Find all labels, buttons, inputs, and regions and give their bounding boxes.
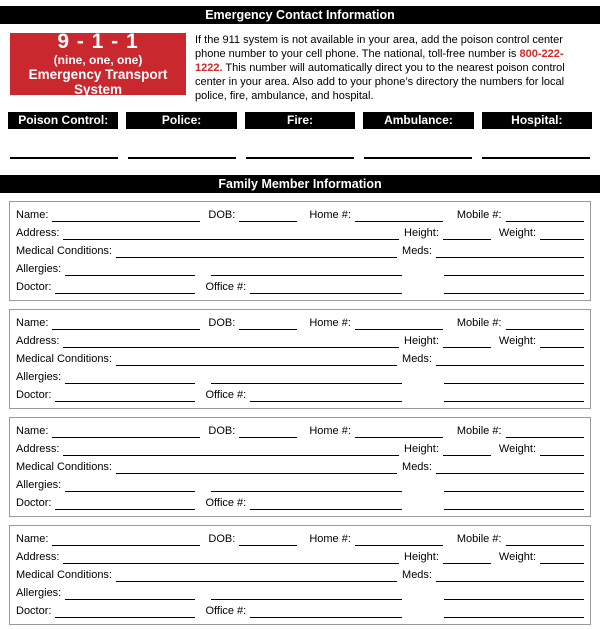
home-phone-blank-line [355,536,443,546]
contact-labels-row [8,112,592,129]
weight-blank-line [540,554,584,564]
field-label-dob: DOB: [208,533,236,545]
instructions-text-before: If the 911 system is not available in your area, add the poison control center phone number to your cell phone. The national, toll-free number is [195,34,563,60]
family-member-box [9,525,591,625]
mobile-phone-blank-line [506,428,584,438]
meds-continuation-line-1 [444,266,584,276]
section-header-family [0,175,600,193]
allergies-continuation-line [211,590,402,600]
field-label-home-phone: Home #: [309,209,351,221]
allergies-blank-line [65,374,195,384]
home-phone-blank-line [355,212,443,222]
field-label-doctor: Doctor: [16,389,52,401]
field-label-office-phone: Office #: [205,389,247,401]
weight-blank-line [540,230,584,240]
contact-label-poison-control: Poison Control: [8,112,118,129]
office-phone-blank-line [250,392,402,402]
member-row-name [16,209,584,222]
member-row-address [16,335,584,348]
weight-blank-line [540,446,584,456]
member-row-address [16,227,584,240]
dob-blank-line [239,428,297,438]
field-label-office-phone: Office #: [205,497,247,509]
field-label-height: Height: [404,335,439,347]
meds-blank-line [436,248,584,258]
field-label-address: Address: [16,335,60,347]
field-label-address: Address: [16,443,60,455]
meds-blank-line [436,356,584,366]
family-member-list [0,201,600,625]
section-header-emergency [0,6,600,24]
field-label-meds: Meds: [402,461,432,473]
member-row-address [16,551,584,564]
allergies-continuation-line [211,266,402,276]
name-blank-line [52,212,200,222]
field-label-name: Name: [16,533,49,545]
field-label-dob: DOB: [208,425,236,437]
field-label-doctor: Doctor: [16,497,52,509]
family-member-box [9,417,591,517]
name-blank-line [52,428,200,438]
height-blank-line [443,230,491,240]
field-label-home-phone: Home #: [309,425,351,437]
contact-blank-line-ambulance [364,157,472,159]
member-row-allergies [16,371,584,384]
meds-continuation-line-2 [444,500,584,510]
field-label-medical-conditions: Medical Conditions: [16,461,112,473]
dob-blank-line [239,536,297,546]
mobile-phone-blank-line [506,212,584,222]
member-row-doctor [16,605,584,618]
dob-blank-line [239,320,297,330]
member-row-name [16,317,584,330]
field-label-mobile-phone: Mobile #: [456,533,502,545]
contact-blank-line-poison-control [10,157,118,159]
meds-blank-line [436,464,584,474]
field-label-meds: Meds: [402,245,432,257]
home-phone-blank-line [355,320,443,330]
field-label-mobile-phone: Mobile #: [456,425,502,437]
address-blank-line [63,230,399,240]
address-blank-line [63,554,399,564]
meds-continuation-line-1 [444,590,584,600]
contact-label-fire: Fire: [245,112,355,129]
member-row-name [16,425,584,438]
member-row-medical [16,245,584,258]
member-row-doctor [16,389,584,402]
emergency-section-title: Emergency Contact Information [205,8,395,22]
allergies-blank-line [65,482,195,492]
member-row-allergies [16,479,584,492]
field-label-medical-conditions: Medical Conditions: [16,353,112,365]
contact-label-hospital: Hospital: [482,112,592,129]
field-label-office-phone: Office #: [205,605,247,617]
emergency-contact-form [0,6,600,625]
field-label-allergies: Allergies: [16,263,62,275]
911-panel [10,30,186,97]
medical-conditions-blank-line [116,464,397,474]
field-label-height: Height: [404,227,439,239]
medical-conditions-blank-line [116,572,397,582]
mobile-phone-blank-line [506,536,584,546]
contact-label-police: Police: [126,112,236,129]
meds-continuation-line-1 [444,482,584,492]
field-label-office-phone: Office #: [205,281,247,293]
field-label-address: Address: [16,551,60,563]
field-label-name: Name: [16,425,49,437]
member-row-medical [16,353,584,366]
field-label-medical-conditions: Medical Conditions: [16,245,112,257]
member-row-name [16,533,584,546]
field-label-address: Address: [16,227,60,239]
address-blank-line [63,338,399,348]
contact-blank-lines-row [10,157,590,159]
field-label-weight: Weight: [498,443,536,455]
contact-label-ambulance: Ambulance: [363,112,473,129]
911-number-words: (nine, one, one) [53,53,143,67]
member-row-allergies [16,263,584,276]
meds-blank-line [436,572,584,582]
member-row-allergies [16,587,584,600]
medical-conditions-blank-line [116,248,397,258]
field-label-weight: Weight: [498,227,536,239]
field-label-allergies: Allergies: [16,587,62,599]
contact-blank-line-hospital [482,157,590,159]
allergies-continuation-line [211,482,402,492]
instructions-text-after: This number will automatically direct you to the nearest poison control center in your area. Also add to your phone’s directory the numbers for local police, fire, ambulance, and hospital. [195,62,565,102]
field-label-allergies: Allergies: [16,479,62,491]
medical-conditions-blank-line [116,356,397,366]
doctor-blank-line [55,608,195,618]
name-blank-line [52,536,200,546]
911-system-name: Emergency Transport System [28,67,168,97]
field-label-doctor: Doctor: [16,281,52,293]
field-label-mobile-phone: Mobile #: [456,209,502,221]
field-label-weight: Weight: [498,551,536,563]
office-phone-blank-line [250,608,402,618]
family-member-box [9,309,591,409]
contact-blank-line-fire [246,157,354,159]
field-label-doctor: Doctor: [16,605,52,617]
field-label-dob: DOB: [208,317,236,329]
member-row-address [16,443,584,456]
height-blank-line [443,446,491,456]
field-label-dob: DOB: [208,209,236,221]
weight-blank-line [540,338,584,348]
field-label-meds: Meds: [402,353,432,365]
doctor-blank-line [55,284,195,294]
intro-row [10,30,590,103]
field-label-weight: Weight: [498,335,536,347]
office-phone-blank-line [250,284,402,294]
height-blank-line [443,554,491,564]
doctor-blank-line [55,500,195,510]
height-blank-line [443,338,491,348]
doctor-blank-line [55,392,195,402]
field-label-height: Height: [404,551,439,563]
member-row-doctor [16,281,584,294]
field-label-medical-conditions: Medical Conditions: [16,569,112,581]
mobile-phone-blank-line [506,320,584,330]
911-number: 9 - 1 - 1 [57,30,139,53]
allergies-continuation-line [211,374,402,384]
dob-blank-line [239,212,297,222]
member-row-medical [16,569,584,582]
allergies-blank-line [65,266,195,276]
family-member-box [9,201,591,301]
address-blank-line [63,446,399,456]
instructions-paragraph [195,33,590,103]
meds-continuation-line-2 [444,608,584,618]
field-label-meds: Meds: [402,569,432,581]
field-label-mobile-phone: Mobile #: [456,317,502,329]
home-phone-blank-line [355,428,443,438]
field-label-home-phone: Home #: [309,317,351,329]
name-blank-line [52,320,200,330]
member-row-doctor [16,497,584,510]
family-section-title: Family Member Information [218,177,382,191]
meds-continuation-line-1 [444,374,584,384]
member-row-medical [16,461,584,474]
field-label-allergies: Allergies: [16,371,62,383]
poison-control-phone-number: 800-222-1222. [195,48,564,74]
field-label-name: Name: [16,209,49,221]
meds-continuation-line-2 [444,392,584,402]
field-label-home-phone: Home #: [309,533,351,545]
allergies-blank-line [65,590,195,600]
field-label-height: Height: [404,443,439,455]
meds-continuation-line-2 [444,284,584,294]
contact-blank-line-police [128,157,236,159]
office-phone-blank-line [250,500,402,510]
field-label-name: Name: [16,317,49,329]
